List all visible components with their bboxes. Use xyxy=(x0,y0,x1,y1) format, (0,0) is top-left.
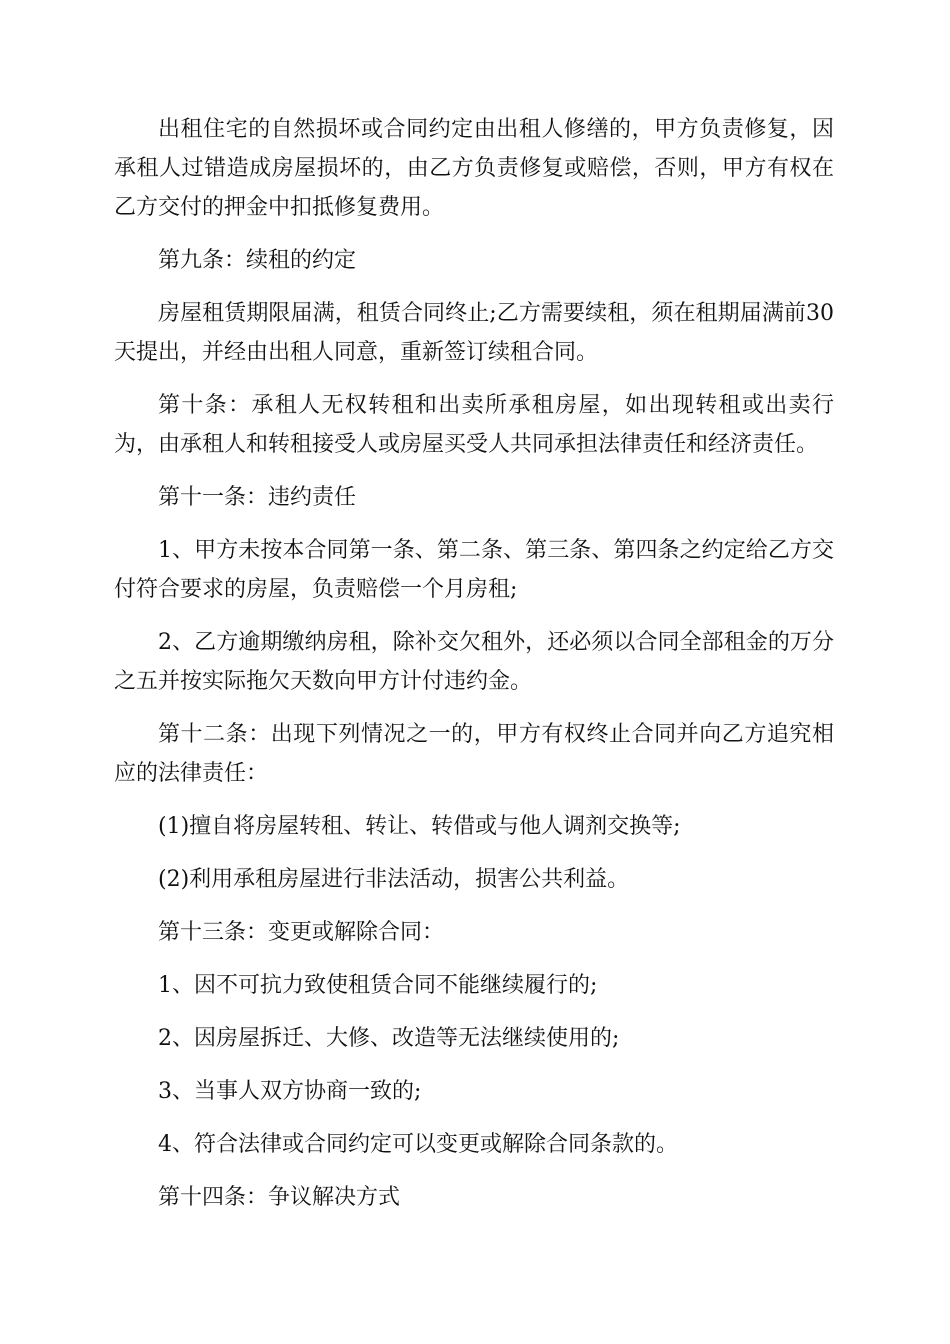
document-body xyxy=(114,110,834,1217)
paragraph-article-10: 第十条：承租人无权转租和出卖所承租房屋，如出现转租或出卖行为，由承租人和转租接受人或房屋买受人共同承担法律责任和经济责任。 xyxy=(114,393,834,457)
list-item-change-3: 3、当事人双方协商一致的; xyxy=(158,1079,422,1104)
paragraph-repair-responsibility: 出租住宅的自然损坏或合同约定由出租人修缮的，甲方负责修复，因承租人过错造成房屋损坏的，由乙方负责修复或赔偿，否则，甲方有权在乙方交付的押金中扣抵修复费用。 xyxy=(114,117,834,220)
heading-article-9: 第九条：续租的约定 xyxy=(158,248,357,273)
list-item-termination-2: (2)利用承租房屋进行非法活动，损害公共利益。 xyxy=(158,867,630,892)
paragraph-renewal: 房屋租赁期限届满，租赁合同终止;乙方需要续租，须在租期届满前30天提出，并经由出租人同意，重新签订续租合同。 xyxy=(114,301,834,365)
list-item-change-2: 2、因房屋拆迁、大修、改造等无法继续使用的; xyxy=(158,1026,620,1051)
heading-article-11: 第十一条：违约责任 xyxy=(158,485,357,510)
list-item-termination-1: (1)擅自将房屋转租、转让、转借或与他人调剂交换等; xyxy=(158,814,681,839)
heading-article-13: 第十三条：变更或解除合同： xyxy=(158,920,445,945)
list-item-breach-2: 2、乙方逾期缴纳房租，除补交欠租外，还必须以合同全部租金的万分之五并按实际拖欠天数向甲方计付违约金。 xyxy=(114,630,834,694)
heading-article-14: 第十四条：争议解决方式 xyxy=(158,1185,401,1210)
list-item-breach-1: 1、甲方未按本合同第一条、第二条、第三条、第四条之约定给乙方交付符合要求的房屋，负责赔偿一个月房租; xyxy=(114,538,834,602)
list-item-change-4: 4、符合法律或合同约定可以变更或解除合同条款的。 xyxy=(158,1132,678,1157)
paragraph-article-12: 第十二条：出现下列情况之一的，甲方有权终止合同并向乙方追究相应的法律责任： xyxy=(114,722,834,786)
list-item-change-1: 1、因不可抗力致使租赁合同不能继续履行的; xyxy=(158,973,598,998)
